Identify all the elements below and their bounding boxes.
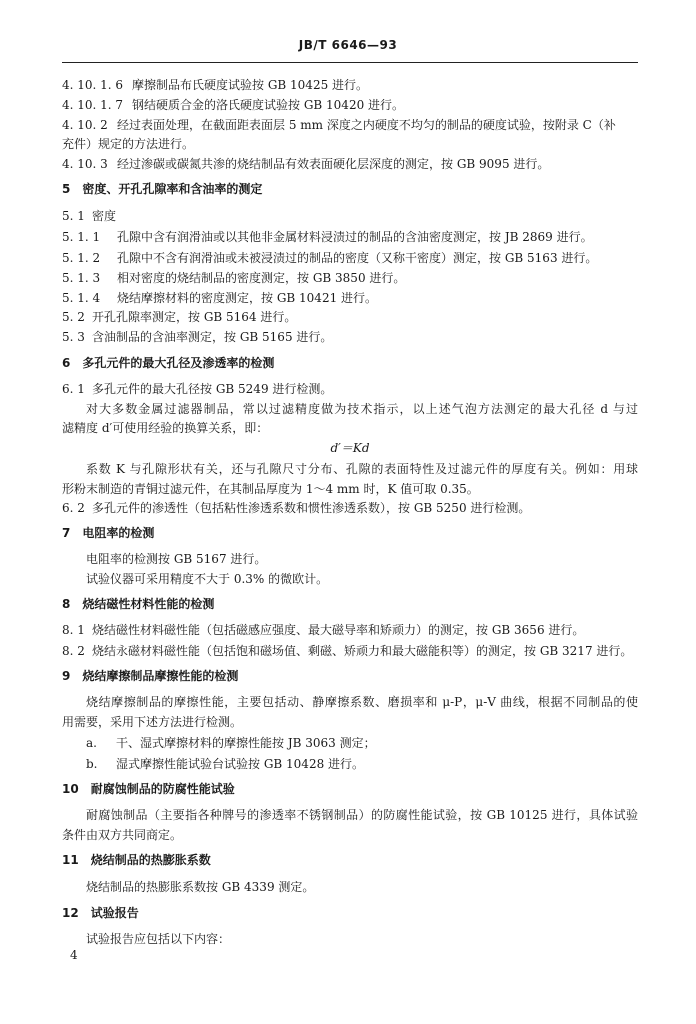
paragraph-6-1-line4: 形粉末制造的青铜过滤元件，在其制品厚度为 1～4 mm 时，K 值可取 0.35。 bbox=[62, 482, 479, 496]
clause-4-10-1-7: 4. 10. 1. 7 钢结硬质合金的洛氏硬度试验按 GB 10420 进行。 bbox=[62, 98, 405, 112]
section-7-heading: 7 电阻率的检测 bbox=[62, 526, 155, 540]
section-12-heading: 12 试验报告 bbox=[62, 906, 139, 920]
clause-4-10-2-cont: 充件）规定的方法进行。 bbox=[62, 137, 195, 151]
paragraph-6-1-line2: 滤精度 d′可使用经验的换算关系，即： bbox=[62, 421, 269, 435]
paragraph-11: 烧结制品的热膨胀系数按 GB 4339 测定。 bbox=[86, 880, 315, 894]
section-5-heading: 5 密度、开孔孔隙率和含油率的测定 bbox=[62, 182, 263, 196]
clause-5-1: 5. 1 密度 bbox=[62, 209, 117, 223]
section-6-heading: 6 多孔元件的最大孔径及渗透率的检测 bbox=[62, 356, 275, 370]
section-11-heading: 11 烧结制品的热膨胀系数 bbox=[62, 853, 211, 867]
clause-5-1-3: 5. 1. 3 相对密度的烧结制品的密度测定，按 GB 3850 进行。 bbox=[62, 271, 406, 285]
formula: d′＝Kd bbox=[330, 441, 370, 455]
paragraph-6-1-line1: 对大多数金属过滤器制品，常以过滤精度做为技术指示，以上述气泡方法测定的最大孔径 d 与过 bbox=[86, 402, 638, 416]
paragraph-9-line1: 烧结摩擦制品的摩擦性能，主要包括动、静摩擦系数、磨损率和 μ-P，μ-V 曲线，根据不同制品的使 bbox=[86, 695, 638, 709]
paragraph-7-line1: 电阻率的检测按 GB 5167 进行。 bbox=[86, 552, 267, 566]
clause-5-2: 5. 2 开孔孔隙率测定，按 GB 5164 进行。 bbox=[62, 310, 297, 324]
clause-5-3: 5. 3 含油制品的含油率测定，按 GB 5165 进行。 bbox=[62, 330, 333, 344]
section-8-heading: 8 烧结磁性材料性能的检测 bbox=[62, 597, 215, 611]
paragraph-10-line2: 条件由双方共同商定。 bbox=[62, 828, 183, 842]
paragraph-10-line1: 耐腐蚀制品（主要指各种牌号的渗透率不锈钢制品）的防腐性能试验，按 GB 10125 进行，具体试验 bbox=[86, 808, 638, 822]
clause-5-1-2: 5. 1. 2 孔隙中不含有润滑油或未被浸渍过的制品的密度（又称干密度）测定，按 GB 5163 进行。 bbox=[62, 251, 598, 265]
clause-8-1: 8. 1 烧结磁性材料磁性能（包括磁感应强度、最大磁导率和矫顽力）的测定，按 GB 3656 进行。 bbox=[62, 623, 585, 637]
paragraph-6-1-line3: 系数 K 与孔隙形状有关，还与孔隙尺寸分布、孔隙的表面特性及过滤元件的厚度有关。例如：用球 bbox=[86, 462, 638, 476]
clause-4-10-3: 4. 10. 3 经过渗碳或碳氮共渗的烧结制品有效表面硬化层深度的测定，按 GB 9095 进行。 bbox=[62, 157, 550, 171]
clause-4-10-1-6: 4. 10. 1. 6 摩擦制品布氏硬度试验按 GB 10425 进行。 bbox=[62, 78, 369, 92]
paragraph-12: 试验报告应包括以下内容： bbox=[86, 932, 231, 946]
item-9-a: a. 干、湿式摩擦材料的摩擦性能按 JB 3063 测定； bbox=[86, 736, 376, 750]
item-9-b: b. 湿式摩擦性能试验台试验按 GB 10428 进行。 bbox=[86, 757, 365, 771]
clause-6-2: 6. 2 多孔元件的渗透性（包括粘性渗透系数和惯性渗透系数），按 GB 5250 进行检测。 bbox=[62, 501, 531, 515]
paragraph-9-line2: 用需要，采用下述方法进行检测。 bbox=[62, 715, 243, 729]
section-9-heading: 9 烧结摩擦制品摩擦性能的检测 bbox=[62, 669, 239, 683]
section-10-heading: 10 耐腐蚀制品的防腐性能试验 bbox=[62, 782, 235, 796]
page-number: 4 bbox=[70, 948, 78, 962]
paragraph-7-line2: 试验仪器可采用精度不大于 0.3% 的微欧计。 bbox=[86, 572, 329, 586]
clause-5-1-4: 5. 1. 4 烧结摩擦材料的密度测定，按 GB 10421 进行。 bbox=[62, 291, 378, 305]
clause-6-1: 6. 1 多孔元件的最大孔径按 GB 5249 进行检测。 bbox=[62, 382, 333, 396]
clause-5-1-1: 5. 1. 1 孔隙中含有润滑油或以其他非金属材料浸渍过的制品的含油密度测定，按 JB 2869 进行。 bbox=[62, 230, 593, 244]
standard-number-header: JB/T 6646—93 bbox=[298, 38, 398, 52]
clause-4-10-2: 4. 10. 2 经过表面处理，在截面距表面层 5 mm 深度之内硬度不均匀的制品的硬度试验，按附录 C（补 bbox=[62, 118, 616, 132]
header-rule bbox=[62, 62, 638, 63]
clause-8-2: 8. 2 烧结永磁材料磁性能（包括饱和磁场值、剩磁、矫顽力和最大磁能积等）的测定，按 GB 3217 进行。 bbox=[62, 644, 633, 658]
